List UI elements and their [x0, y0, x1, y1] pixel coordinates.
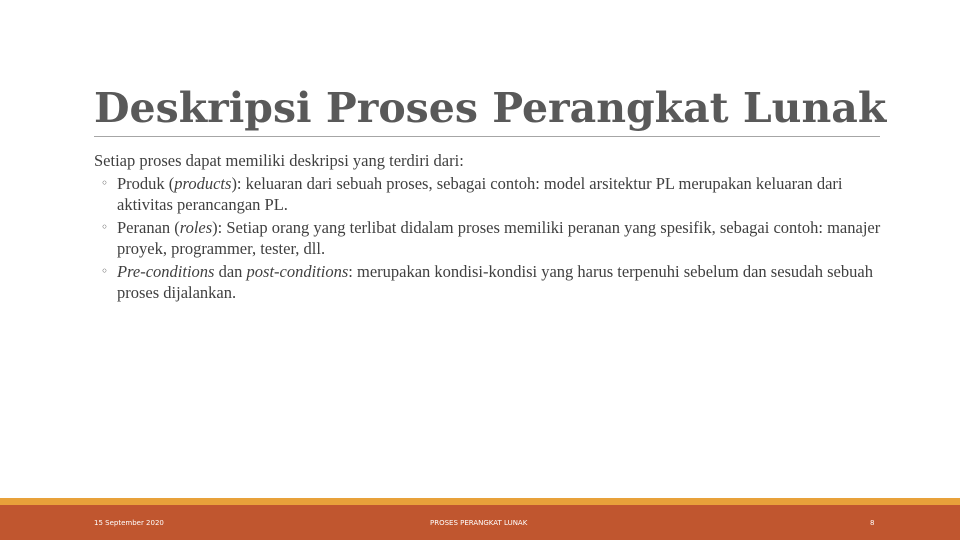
- bullet-description: : merupakan kondisi-kondisi yang harus terpenuhi sebelum dan sesudah sebuah proses dijalankan.: [117, 261, 873, 302]
- title-divider: [94, 136, 880, 137]
- bullet-item-products: [94, 173, 894, 216]
- slide-title: Deskripsi Proses Perangkat Lunak: [94, 84, 887, 132]
- slide-number: 8: [870, 519, 875, 527]
- intro-text: Setiap proses dapat memiliki deskripsi yang terdiri dari:: [94, 151, 464, 170]
- bullet-term-postconditions: post-conditions: [246, 261, 349, 281]
- bullet-circle-icon: ◦: [101, 219, 109, 234]
- footer-date: 15 September 2020: [94, 519, 164, 527]
- bullet-term-english: roles: [179, 217, 213, 237]
- bullet-circle-icon: ◦: [101, 175, 109, 190]
- bullet-description: ): keluaran dari sebuah proses, sebagai contoh: model arsitektur PL merupakan keluaran dari aktivitas perancangan PL.: [117, 173, 843, 214]
- bullet-term: Peranan: [117, 217, 171, 237]
- bullet-item-conditions: [94, 261, 894, 304]
- bullet-description: ): Setiap orang yang terlibat didalam proses memiliki peranan yang spesifik, sebagai contoh: manajer proyek, programmer, tester, dll.: [117, 217, 881, 258]
- footer-title: PROSES PERANGKAT LUNAK: [430, 519, 528, 527]
- bullet-term-english: products: [174, 173, 232, 193]
- bullet-term-preconditions: Pre-conditions: [117, 261, 215, 281]
- slide-body: [94, 150, 894, 305]
- bullet-list: [94, 173, 894, 304]
- bullet-circle-icon: ◦: [101, 263, 109, 278]
- bullet-connector: dan: [214, 261, 247, 281]
- bullet-term: Produk: [117, 173, 165, 193]
- bullet-paren-open: (: [164, 173, 175, 193]
- bullet-item-roles: [94, 217, 894, 260]
- bullet-paren-open: (: [170, 217, 180, 237]
- footer-accent-stripe: [0, 498, 960, 505]
